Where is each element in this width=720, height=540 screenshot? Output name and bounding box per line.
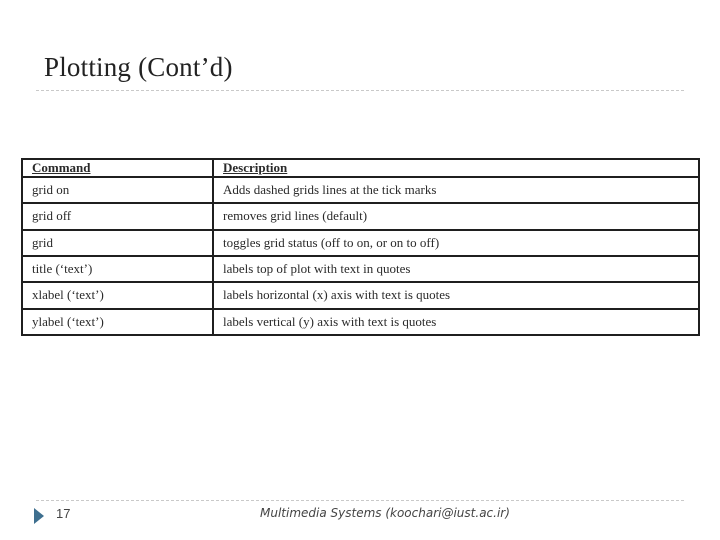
table-row — [22, 256, 699, 282]
description-cell: labels horizontal (x) axis with text is quotes — [213, 282, 699, 308]
command-cell: grid — [22, 230, 213, 256]
command-cell: title (‘text’) — [22, 256, 213, 282]
command-cell: grid on — [22, 177, 213, 203]
title-divider — [36, 90, 684, 91]
header-command: Command — [22, 159, 213, 177]
command-table — [21, 158, 700, 336]
command-cell: xlabel (‘text’) — [22, 282, 213, 308]
slide-title: Plotting (Cont’d) — [44, 52, 233, 82]
description-cell: removes grid lines (default) — [213, 203, 699, 229]
triangle-bullet-icon — [34, 508, 44, 524]
table-header-row — [22, 159, 699, 177]
header-description: Description — [213, 159, 699, 177]
page-number: 17 — [56, 506, 71, 521]
description-cell: labels top of plot with text in quotes — [213, 256, 699, 282]
table-row — [22, 203, 699, 229]
footer-text: Multimedia Systems (koochari@iust.ac.ir) — [260, 506, 510, 520]
table-row — [22, 177, 699, 203]
command-cell: grid off — [22, 203, 213, 229]
command-cell: ylabel (‘text’) — [22, 309, 213, 335]
table-row — [22, 309, 699, 335]
table-row — [22, 282, 699, 308]
footer-divider — [36, 500, 684, 501]
table-row — [22, 230, 699, 256]
description-cell: labels vertical (y) axis with text is quotes — [213, 309, 699, 335]
description-cell: Adds dashed grids lines at the tick marks — [213, 177, 699, 203]
description-cell: toggles grid status (off to on, or on to off) — [213, 230, 699, 256]
